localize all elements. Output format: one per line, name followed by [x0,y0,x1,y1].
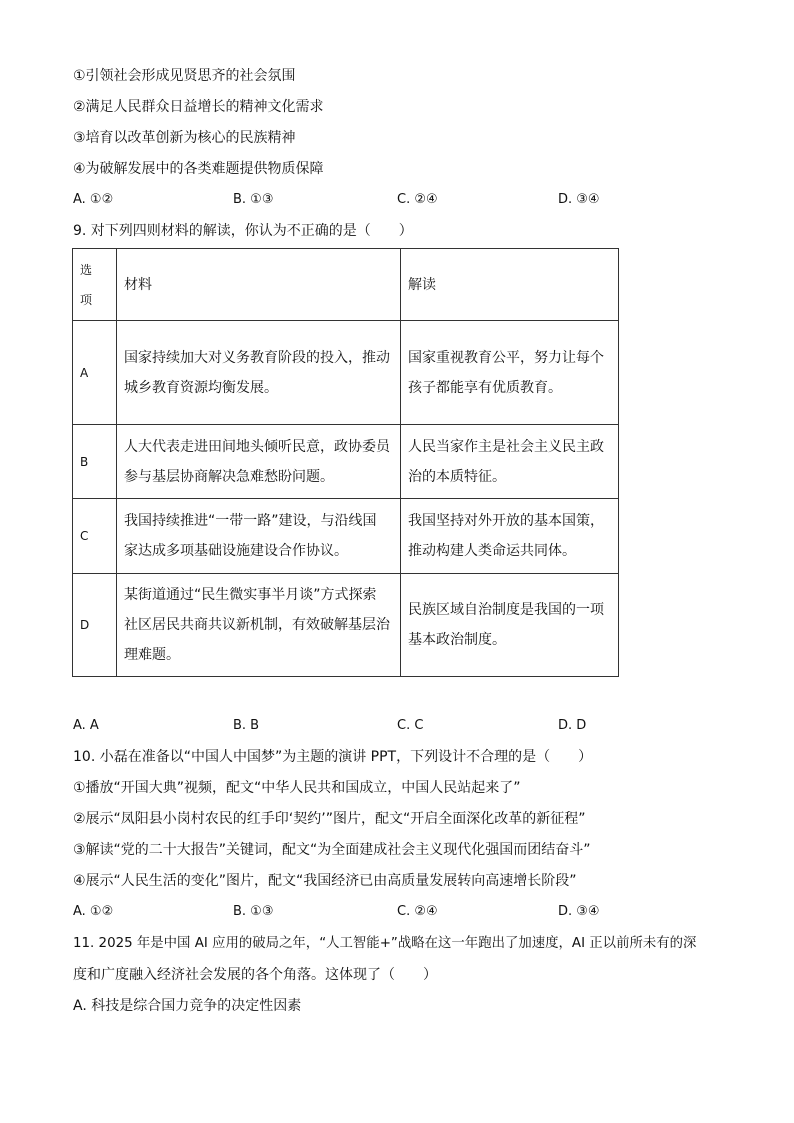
q9-option-b: B. B [233,718,260,733]
q9-row-material [117,425,401,499]
q8-options [73,190,713,210]
q9-option-c: C. C [397,718,424,733]
interpretation-line: 治的本质特征。 [408,468,506,485]
q9-row-interpretation [401,425,619,499]
q9-row-interpretation [401,499,619,574]
q10-option-d: D. ③④ [558,904,600,919]
material-line: 参与基层协商解决急难愁盼问题。 [124,468,334,485]
q11-stem-line1: 11. 2025 年是中国 AI 应用的破局之年，“人工智能+”战略在这一年跑出了加速度，AI 正以前所未有的深 [73,936,697,951]
q9-header-interpretation: 解读 [401,249,619,321]
q9-row-letter: D [73,574,117,677]
q10-item-2: ②展示“凤阳县小岗村农民的红手印‘契约’”图片，配文“开启全面深化改革的新征程” [73,811,586,827]
q9-row-material [117,499,401,574]
q8-option-c: C. ②④ [397,192,438,207]
q8-item-2: ②满足人民群众日益增长的精神文化需求 [73,99,324,115]
q9-table-row [73,574,619,677]
q11-stem-line2: 度和广度融入经济社会发展的各个角落。这体现了（ ） [73,967,437,983]
q8-item-3: ③培育以改革创新为核心的民族精神 [73,130,296,146]
interpretation-line: 民族区域自治制度是我国的一项 [408,602,604,618]
q9-table [72,248,619,677]
material-line: 国家持续加大对义务教育阶段的投入，推动 [124,349,390,366]
q9-stem: 9. 对下列四则材料的解读，你认为不正确的是（ ） [73,223,413,239]
q10-option-c: C. ②④ [397,904,438,919]
interpretation-line: 我国坚持对外开放的基本国策， [408,513,604,529]
q9-header-option [73,249,117,321]
material-line: 社区居民共商共议新机制，有效破解基层治 [124,617,390,633]
q10-option-a: A. ①② [73,904,114,919]
material-line: 城乡教育资源均衡发展。 [124,379,278,396]
q9-options [73,716,713,736]
q8-option-b: B. ①③ [233,192,274,207]
q10-item-3: ③解读“党的二十大报告”关键词，配文“为全面建成社会主义现代化强国而团结奋斗” [73,842,591,858]
q9-option-d: D. D [558,718,587,733]
q9-row-letter: B [73,425,117,499]
q10-item-4: ④展示“人民生活的变化”图片，配文“我国经济已由高质量发展转向高速增长阶段” [73,873,577,889]
interpretation-line: 基本政治制度。 [408,632,506,648]
q9-row-material [117,321,401,425]
q8-option-d: D. ③④ [558,192,600,207]
q9-table-row [73,499,619,574]
q9-table-header-row [73,249,619,321]
material-line: 家达成多项基础设施建设合作协议。 [124,543,348,559]
q9-header-option-line1: 选 [80,262,93,277]
q9-row-interpretation [401,321,619,425]
q9-option-a: A. A [73,718,99,733]
q8-option-a: A. ①② [73,192,114,207]
q9-row-interpretation [401,574,619,677]
interpretation-line: 人民当家作主是社会主义民主政 [408,438,604,455]
q10-options [73,902,713,922]
material-line: 某街道通过“民生微实事半月谈”方式探索 [124,587,377,603]
q9-header-material: 材料 [117,249,401,321]
q9-row-material [117,574,401,677]
interpretation-line: 推动构建人类命运共同体。 [408,543,576,559]
q8-item-4: ④为破解发展中的各类难题提供物质保障 [73,161,324,177]
q9-table-row [73,425,619,499]
q10-stem: 10. 小磊在准备以“中国人中国梦”为主题的演讲 PPT，下列设计不合理的是（ ） [73,749,593,765]
interpretation-line: 孩子都能享有优质教育。 [408,379,562,396]
q9-row-letter: A [73,321,117,425]
material-line: 人大代表走进田间地头倾听民意，政协委员 [124,438,390,455]
material-line: 理难题。 [124,647,180,663]
q9-table-row [73,321,619,425]
q9-header-option-line2: 项 [80,292,93,307]
interpretation-line: 国家重视教育公平，努力让每个 [408,349,604,366]
q10-item-1: ①播放“开国大典”视频，配文“中华人民共和国成立，中国人民站起来了” [73,780,521,796]
q10-option-b: B. ①③ [233,904,274,919]
q11-option-a: A. 科技是综合国力竞争的决定性因素 [73,998,302,1014]
material-line: 我国持续推进“一带一路”建设，与沿线国 [124,513,377,529]
q9-row-letter: C [73,499,117,574]
q8-item-1: ①引领社会形成见贤思齐的社会氛围 [73,68,296,84]
